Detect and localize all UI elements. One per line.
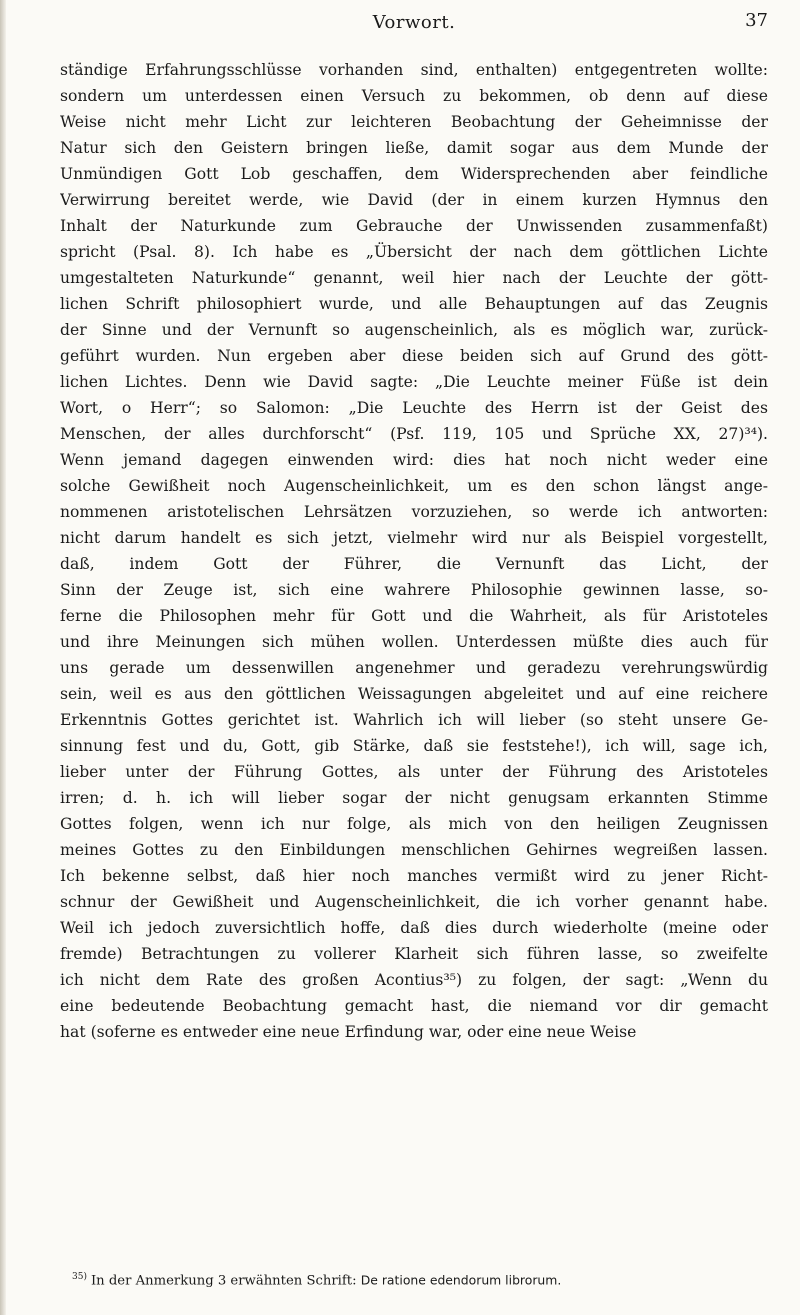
text-line: fremde) Betrachtungen zu vollerer Klarheit sich führen lasse, so zweifelte bbox=[60, 945, 768, 963]
footnote-marker: 35) bbox=[72, 1272, 87, 1282]
text-line: nicht darum handelt es sich jetzt, vielmehr wird nur als Beispiel vorgestellt, bbox=[60, 529, 768, 547]
text-line: eine bedeutende Beobachtung gemacht hast, die niemand vor dir gemacht bbox=[60, 997, 768, 1015]
text-line: meines Gottes zu den Einbildungen menschlichen Gehirnes wegreißen lassen. bbox=[60, 841, 768, 859]
text-line: sein, weil es aus den göttlichen Weissagungen abgeleitet und auf eine reichere bbox=[60, 685, 768, 703]
text-line: Natur sich den Geistern bringen ließe, damit sogar aus dem Munde der bbox=[60, 139, 768, 157]
text-line: Sinn der Zeuge ist, sich eine wahrere Philosophie gewinnen lasse, so- bbox=[60, 581, 768, 599]
footnote bbox=[60, 1268, 768, 1290]
text-line: schnur der Gewißheit und Augenscheinlichkeit, die ich vorher genannt habe. bbox=[60, 893, 768, 911]
footnote-text: In der Anmerkung 3 erwähnten Schrift: bbox=[90, 1273, 357, 1289]
text-line: daß, indem Gott der Führer, die Vernunft das Licht, der bbox=[60, 555, 768, 573]
text-line: Erkenntnis Gottes gerichtet ist. Wahrlich ich will lieber (so steht unsere Ge- bbox=[60, 711, 768, 729]
text-line: sondern um unterdessen einen Versuch zu bekommen, ob denn auf diese bbox=[60, 87, 768, 105]
text-line: Menschen, der alles durchforscht“ (Psf. 119, 105 und Sprüche XX, 27)³⁴). bbox=[60, 425, 768, 443]
text-line: der Sinne und der Vernunft so augenscheinlich, als es möglich war, zurück- bbox=[60, 321, 768, 339]
text-line: hat (soferne es entweder eine neue Erfindung war, oder eine neue Weise bbox=[60, 1023, 637, 1041]
text-line: Weise nicht mehr Licht zur leichteren Beobachtung der Geheimnisse der bbox=[60, 113, 768, 131]
text-line: geführt wurden. Nun ergeben aber diese beiden sich auf Grund des gött- bbox=[60, 347, 768, 365]
body-text bbox=[60, 57, 768, 1045]
binding-edge bbox=[0, 0, 6, 1315]
text-line: lieber unter der Führung Gottes, als unter der Führung des Aristoteles bbox=[60, 763, 768, 781]
text-line: uns gerade um dessenwillen angenehmer und geradezu verehrungswürdig bbox=[60, 659, 768, 677]
text-line: ich nicht dem Rate des großen Acontius³⁵) zu folgen, der sagt: „Wenn du bbox=[60, 971, 768, 989]
text-line: spricht (Psal. 8). Ich habe es „Übersicht der nach dem göttlichen Lichte bbox=[60, 243, 768, 261]
text-line: ständige Erfahrungsschlüsse vorhanden sind, enthalten) entgegentreten wollte: bbox=[60, 61, 768, 79]
text-line: Weil ich jedoch zuversichtlich hoffe, daß dies durch wiederholte (meine oder bbox=[60, 919, 768, 937]
text-line: und ihre Meinungen sich mühen wollen. Unterdessen müßte dies auch für bbox=[60, 633, 768, 651]
text-line: solche Gewißheit noch Augenscheinlichkeit, um es den schon längst ange- bbox=[60, 477, 768, 495]
page-number: 37 bbox=[745, 10, 768, 31]
text-line: irren; d. h. ich will lieber sogar der nicht genugsam erkannten Stimme bbox=[60, 789, 768, 807]
footnote-latin-title: De ratione edendorum librorum. bbox=[360, 1272, 562, 1288]
running-head: Vorwort. bbox=[372, 12, 456, 33]
text-line: Gottes folgen, wenn ich nur folge, als mich von den heiligen Zeugnissen bbox=[60, 815, 768, 833]
text-line: Ich bekenne selbst, daß hier noch manches vermißt wird zu jener Richt- bbox=[60, 867, 768, 885]
text-line: ferne die Philosophen mehr für Gott und die Wahrheit, als für Aristoteles bbox=[60, 607, 768, 625]
text-line: umgestalteten Naturkunde“ genannt, weil hier nach der Leuchte der gött- bbox=[60, 269, 768, 287]
page-header bbox=[60, 6, 768, 46]
text-line: Verwirrung bereitet werde, wie David (der in einem kurzen Hymnus den bbox=[60, 191, 768, 209]
text-line: Wort, o Herr“; so Salomon: „Die Leuchte des Herrn ist der Geist des bbox=[60, 399, 768, 417]
text-line: Inhalt der Naturkunde zum Gebrauche der Unwissenden zusammenfaßt) bbox=[60, 217, 768, 235]
text-line: lichen Schrift philosophiert wurde, und alle Behauptungen auf das Zeugnis bbox=[60, 295, 768, 313]
text-line: Unmündigen Gott Lob geschaffen, dem Widersprechenden aber feindliche bbox=[60, 165, 768, 183]
text-line: sinnung fest und du, Gott, gib Stärke, daß sie feststehe!), ich will, sage ich, bbox=[60, 737, 768, 755]
text-line: nommenen aristotelischen Lehrsätzen vorzuziehen, so werde ich antworten: bbox=[60, 503, 768, 521]
text-line: Wenn jemand dagegen einwenden wird: dies hat noch nicht weder eine bbox=[60, 451, 768, 469]
text-line: lichen Lichtes. Denn wie David sagte: „Die Leuchte meiner Füße ist dein bbox=[60, 373, 768, 391]
